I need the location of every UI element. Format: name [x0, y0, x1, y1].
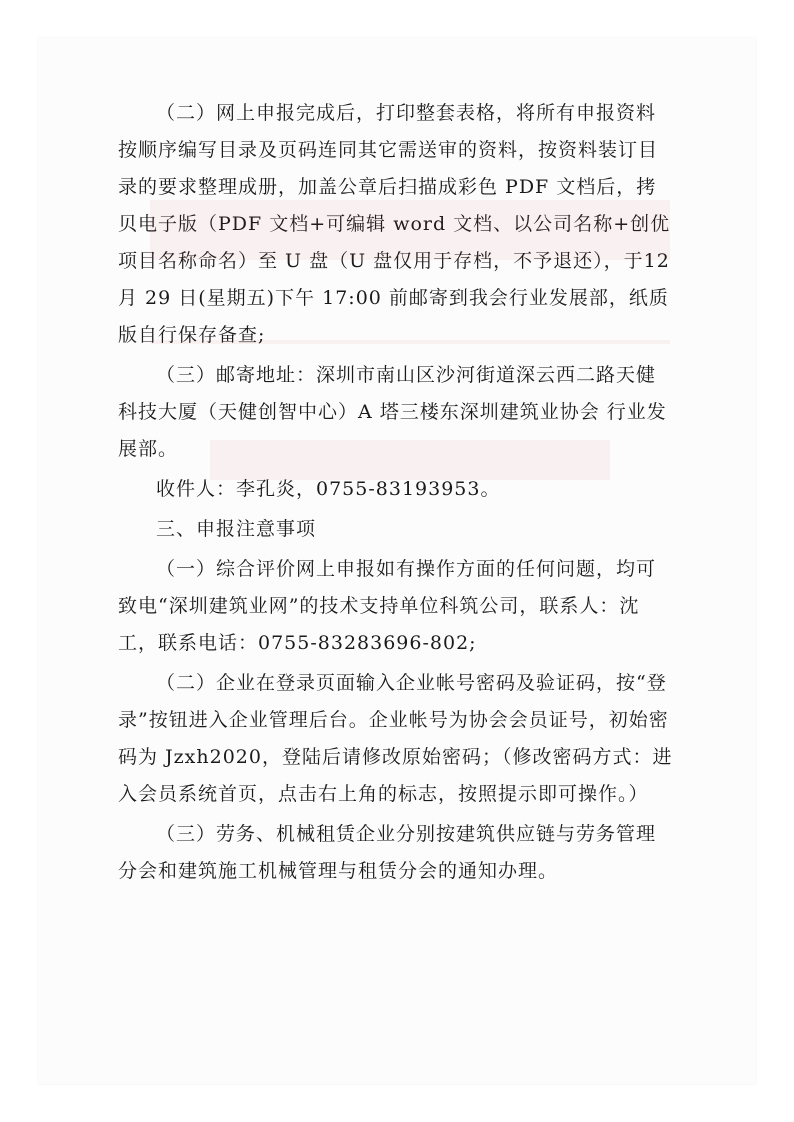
paragraph-note-branches: （三）劳务、机械租赁企业分别按建筑供应链与劳务管理分会和建筑施工机械管理与租赁分会的通知办理。: [118, 823, 657, 882]
section-heading-notes: 三、申报注意事项: [156, 518, 317, 540]
paragraph-note-login: （二）企业在登录页面输入企业帐号密码及验证码，按“登录”按钮进入企业管理后台。企业帐号为协会会员证号，初始密码为 Jzxh2020，登陆后请修改原始密码；（修改密码方式：进入会员系统首页，点击右上角的标志，按照提示即可操作。）: [118, 672, 673, 805]
paragraph-mailing-address: （三）邮寄地址：深圳市南山区沙河街道深云西二路天健科技大厦（天健创智中心）A 塔三楼东深圳建筑业协会 行业发展部。: [118, 364, 667, 460]
paragraph-submission-instructions: （二）网上申报完成后，打印整套表格，将所有申报资料按顺序编写目录及页码连同其它需送审的资料，按资料装订目录的要求整理成册，加盖公章后扫描成彩色 PDF 文档后，拷贝电子版（PDF 文档+可编辑 word 文档、以公司名称+创优项目名称命名）至 U 盘（U 盘仅用于存档，不予退还），于12 月 29 日(星期五)下午 17:00 前邮寄到我会行业发展部，纸质版自行保存备查;: [118, 102, 671, 346]
paragraph-note-online-support: （一）综合评价网上申报如有操作方面的任何问题，均可致电“深圳建筑业网”的技术支持单位科筑公司，联系人：沈工，联系电话：0755-83283696-802;: [118, 558, 657, 654]
paragraph-recipient: 收件人：李孔炎，0755-83193953。: [156, 478, 501, 500]
document-body: [118, 95, 674, 890]
